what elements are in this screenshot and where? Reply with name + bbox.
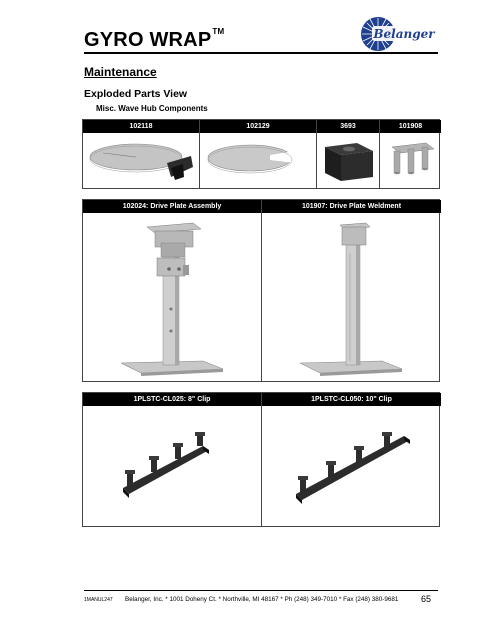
drive-plate-assembly-image	[83, 213, 261, 381]
parts-row-1	[82, 119, 440, 189]
logo-wordmark: Belanger	[373, 27, 435, 41]
clip-8-image	[83, 406, 261, 526]
part-3693-image	[317, 133, 379, 189]
company-address: Belanger, Inc. * 1001 Doheny Ct. * Northville, MI 48167 * Ph (248) 349-7010 * Fax (248) 380-9681	[125, 596, 399, 603]
label-101908: 101908	[380, 120, 441, 133]
clip-10-image	[262, 406, 441, 526]
label-drive-plate-weldment: 101907: Drive Plate Weldment	[262, 200, 441, 213]
parts-row-3	[82, 392, 440, 527]
part-102118-image	[83, 133, 199, 189]
group-heading: Misc. Wave Hub Components	[96, 104, 208, 113]
parts-row-2	[82, 199, 440, 382]
label-102118: 102118	[83, 120, 199, 133]
footer-rule	[84, 590, 438, 591]
header-rule	[84, 52, 438, 54]
part-102129-image	[200, 133, 316, 189]
document-code: 1MANUL247	[84, 597, 113, 603]
label-drive-plate-assembly: 102024: Drive Plate Assembly	[83, 200, 261, 213]
section-heading: Maintenance	[84, 65, 157, 79]
belanger-logo	[358, 14, 438, 54]
subsection-heading: Exploded Parts View	[84, 88, 188, 100]
drive-plate-weldment-image	[262, 213, 441, 381]
label-102129: 102129	[200, 120, 316, 133]
page-number: 65	[421, 594, 432, 604]
trademark: TM	[212, 27, 225, 36]
label-clip-10: 1PLSTC-CL050: 10" Clip	[262, 393, 441, 406]
label-clip-8: 1PLSTC-CL025: 8" Clip	[83, 393, 261, 406]
label-3693: 3693	[317, 120, 379, 133]
document-title: GYRO WRAP™	[84, 27, 225, 51]
part-101908-image	[380, 133, 441, 189]
